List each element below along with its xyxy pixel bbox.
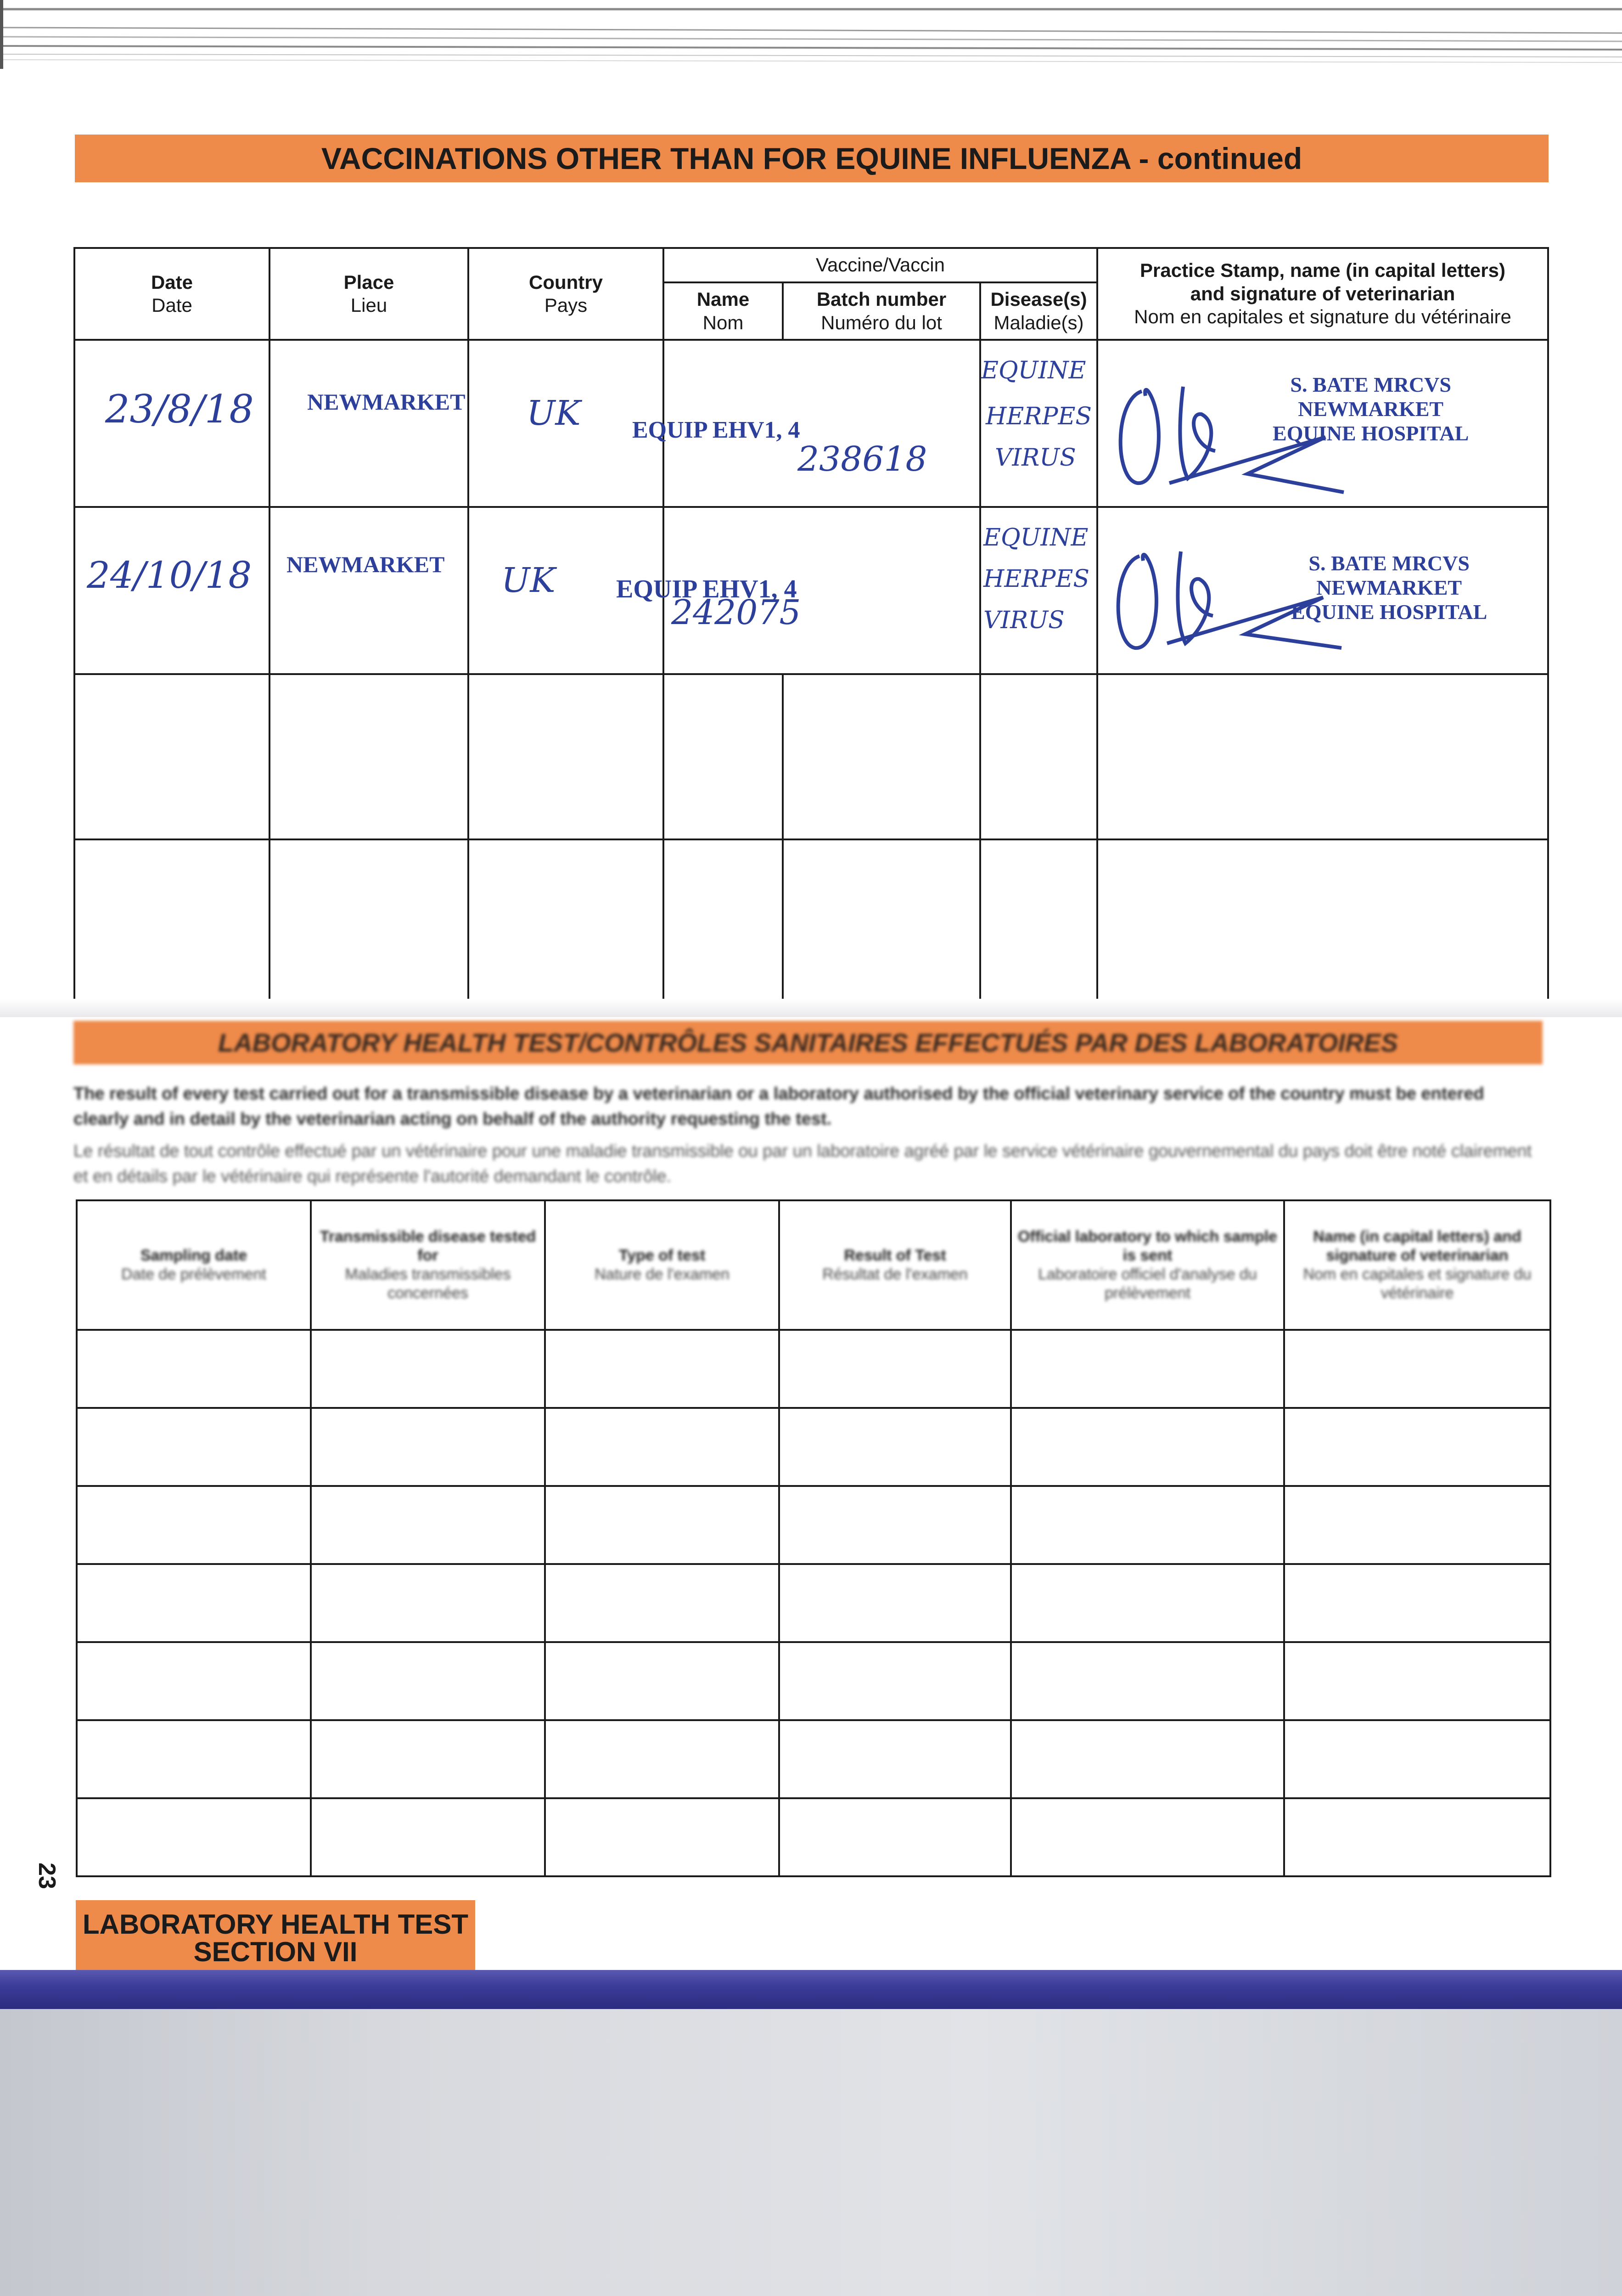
lab-header-row [77, 1200, 1550, 1330]
lab-header-disease: Transmissible disease tested for Maladies transmissibles concernées [311, 1200, 545, 1330]
entry-disease-line-3: VIRUS [995, 444, 1076, 472]
lab-header-vet-name: Name (in capital letters) and signature of veterinarian Nom en capitales et signature du vétérinaire [1284, 1200, 1550, 1330]
lab-intro-en: The result of every test carried out for a transmissible disease by a veterinarian or a laboratory authorised by the official veterinary service of the country must be entered clearly and in detail by the veterinarian acting on behalf of the authority requesting the test. [73, 1084, 1484, 1129]
entry-disease-line-1: EQUINE [983, 524, 1089, 551]
entry-batch-number: 242075 [671, 593, 801, 632]
header-vaccine-group: Vaccine/Vaccin [663, 248, 1097, 282]
lab-test-table [76, 1199, 1551, 1877]
lab-header-sampling-date: Sampling date Date de prélèvement [77, 1200, 311, 1330]
practice-stamp [1291, 551, 1487, 625]
entry-date: 23/8/18 [105, 387, 254, 432]
lab-banner [73, 1021, 1543, 1064]
vaccination-table [73, 247, 1549, 1006]
stamp-line-2: NEWMARKET [1316, 575, 1462, 599]
entry-country: UK [501, 561, 556, 600]
header-place: Place Lieu [269, 248, 468, 340]
page-number: 23 [34, 1863, 60, 1889]
vaccination-row-empty [74, 839, 1548, 1005]
header-vaccine-name: Name Nom [663, 282, 783, 340]
entry-disease-line-1: EQUINE [981, 357, 1086, 384]
stamp-line-2: NEWMARKET [1298, 397, 1444, 421]
lab-row-empty [77, 1330, 1550, 1408]
vaccinations-banner-title: VACCINATIONS OTHER THAN FOR EQUINE INFLUENZA - continued [321, 141, 1302, 175]
binding-strip [0, 1970, 1622, 2009]
entry-disease-line-2: HERPES [986, 403, 1092, 430]
lab-intro-fr: Le résultat de tout contrôle effectué par un vétérinaire pour une maladie transmissible ou par un laboratoire agréé par le service vétérinaire gouvernemental du pays doit être noté clairement et en détails par le vétérinaire qui représente l'autorité demandant le contrôle. [73, 1142, 1532, 1187]
vaccinations-banner [75, 135, 1549, 182]
section-tab [76, 1900, 475, 1976]
entry-date: 24/10/18 [87, 554, 252, 597]
stamp-line-3: EQUINE HOSPITAL [1273, 421, 1469, 445]
vaccination-row [74, 340, 1548, 507]
section-tab-line-1: LABORATORY HEALTH TEST [83, 1908, 468, 1940]
entry-place: NEWMARKET [307, 389, 466, 415]
lab-header-laboratory: Official laboratory to which sample is sent Laboratoire officiel d'analyse du prélèvement [1011, 1200, 1284, 1330]
stamp-line-1: S. BATE MRCVS [1308, 551, 1470, 575]
entry-place: NEWMARKET [286, 551, 445, 577]
entry-disease-line-2: HERPES [983, 565, 1090, 593]
page-edge-lines [0, 0, 1622, 69]
header-practice-stamp: Practice Stamp, name (in capital letters) and signature of veterinarian Nom en capitales et signature du vétérinaire [1097, 248, 1548, 340]
section-tab-line-2: SECTION VII [193, 1936, 358, 1967]
practice-stamp [1273, 373, 1469, 446]
stamp-line-1: S. BATE MRCVS [1290, 373, 1451, 396]
lab-row-empty [77, 1798, 1550, 1876]
entry-disease-line-3: VIRUS [983, 607, 1065, 634]
scanner-background [0, 2009, 1622, 2296]
lab-row-empty [77, 1408, 1550, 1486]
lab-banner-title: LABORATORY HEALTH TEST/CONTRÔLES SANITAIRES EFFECTUÉS PAR DES LABORATOIRES [218, 1028, 1398, 1057]
page-fold [0, 999, 1622, 1017]
header-disease: Disease(s) Maladie(s) [980, 282, 1097, 340]
lab-header-test-type: Type of test Nature de l'examen [545, 1200, 779, 1330]
entry-vaccine-name: EQUIP EHV1, 4 [632, 417, 800, 443]
header-date: Date Date [74, 248, 269, 340]
lab-row-empty [77, 1486, 1550, 1564]
entry-vaccine-name: EQUIP EHV1, 4 [616, 575, 797, 603]
header-country: Country Pays [468, 248, 663, 340]
vaccination-row-empty [74, 674, 1548, 839]
lab-row-empty [77, 1720, 1550, 1798]
lab-row-empty [77, 1564, 1550, 1642]
entry-country: UK [527, 394, 581, 433]
stamp-line-3: EQUINE HOSPITAL [1291, 600, 1487, 624]
header-batch-number: Batch number Numéro du lot [783, 282, 980, 340]
vaccination-row [74, 507, 1548, 674]
entry-batch-number: 238618 [797, 439, 927, 479]
lab-row-empty [77, 1642, 1550, 1720]
lab-header-result: Result of Test Résultat de l'examen [779, 1200, 1011, 1330]
